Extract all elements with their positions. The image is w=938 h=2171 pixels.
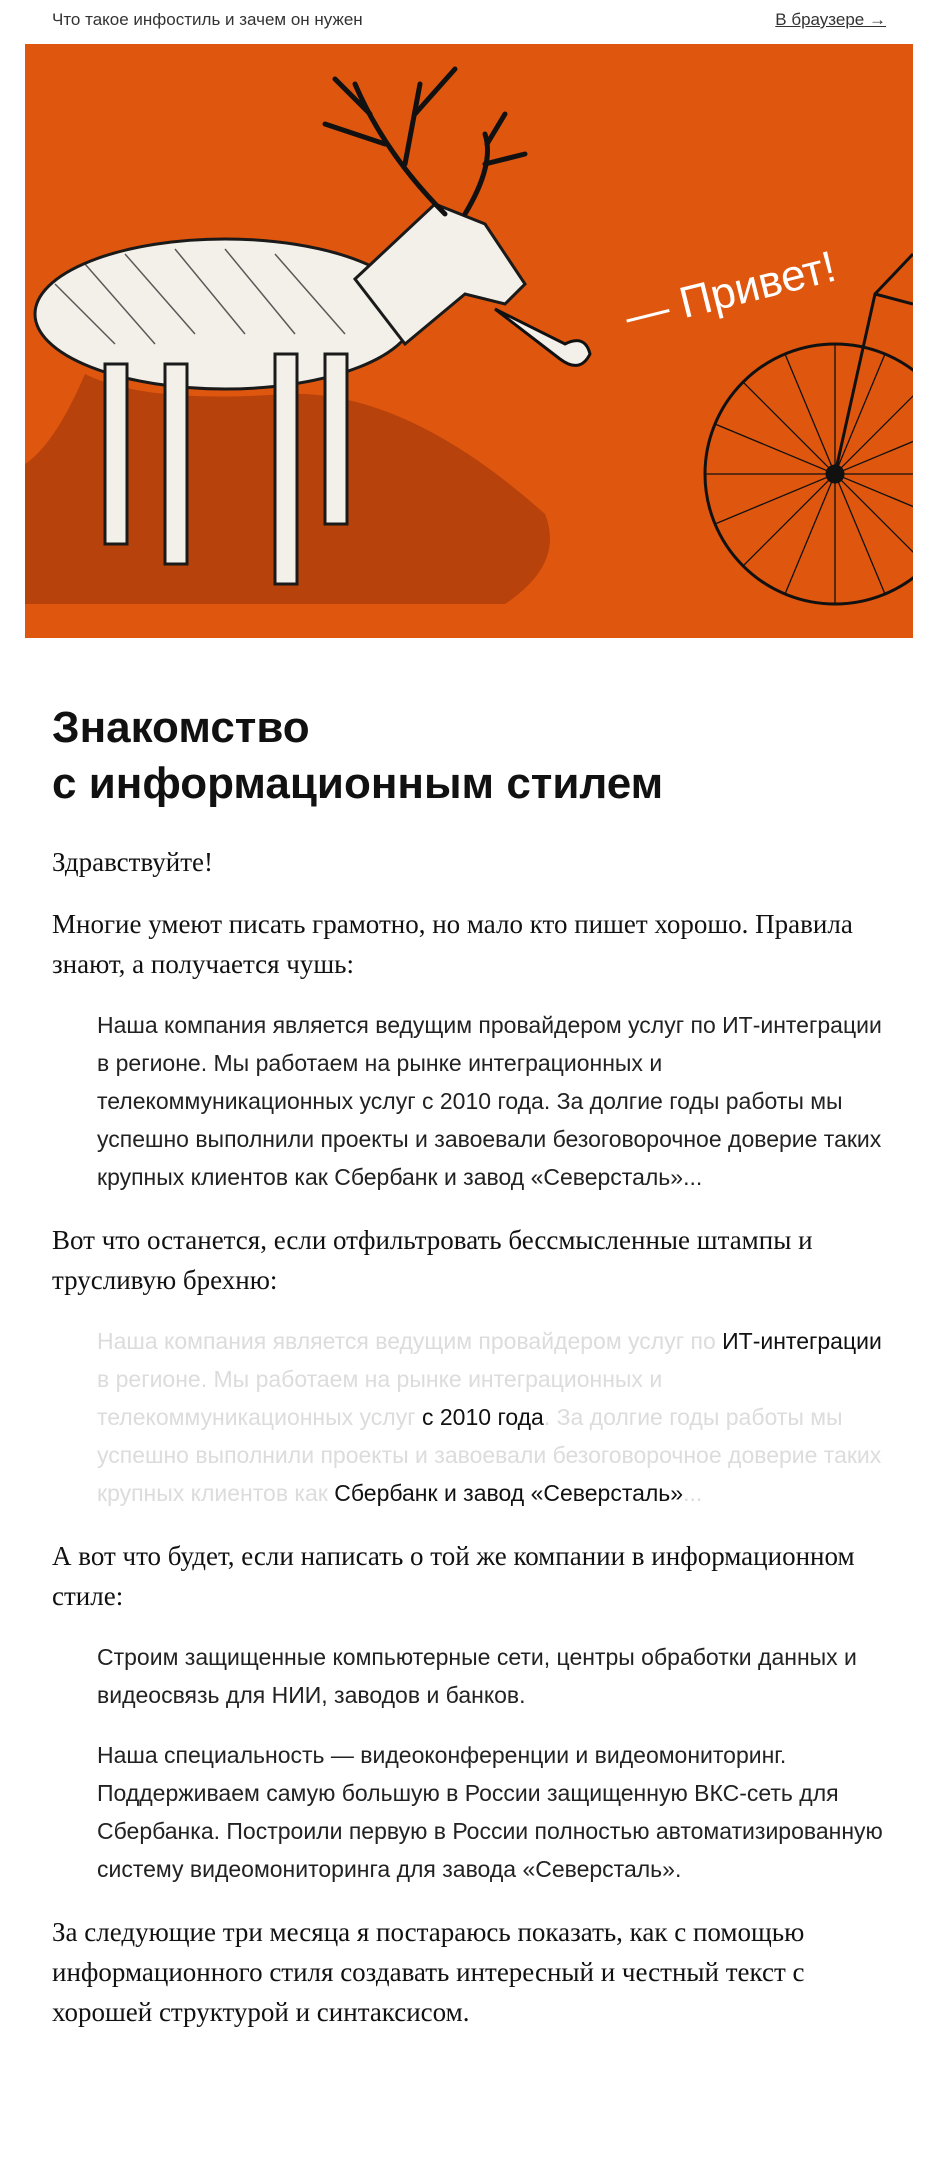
antlers — [325, 69, 525, 214]
kept-text: Сбербанк и завод «Северсталь» — [334, 1480, 684, 1506]
kept-text: с 2010 года — [422, 1404, 544, 1430]
preheader-text: Что такое инфостиль и зачем он нужен — [52, 10, 363, 29]
good-example-quote — [97, 1638, 892, 1888]
title-line-2: с информационным стилем — [52, 759, 664, 808]
reindeer-leg — [275, 354, 297, 584]
pipe-shape — [495, 309, 590, 365]
greeting-paragraph: Здравствуйте! — [52, 847, 213, 877]
view-in-browser-link[interactable]: В браузере → — [775, 10, 886, 29]
faded-text: в регионе. Мы работаем на рынке интеграционных и телекоммуникационных услуг — [97, 1366, 663, 1430]
filter-intro-paragraph: Вот что останется, если отфильтровать бессмысленные штампы и трусливую брехню: — [52, 1225, 813, 1295]
faded-text: ... — [683, 1480, 703, 1506]
hero-banner — [25, 44, 913, 638]
intro-paragraph: Многие умеют писать грамотно, но мало кто пишет хорошо. Правила знают, а получается чушь: — [52, 909, 853, 979]
reindeer-leg — [165, 364, 187, 564]
filtered-example-quote — [97, 1322, 892, 1512]
title-line-1: Знакомство — [52, 703, 310, 752]
good-example-text-1: Строим защищенные компьютерные сети, центры обработки данных и видеосвязь для НИИ, заводов и банков. — [97, 1644, 857, 1708]
reindeer-illustration — [25, 44, 913, 638]
email-header — [52, 8, 886, 36]
hero-greeting: — Привет! — [620, 241, 841, 342]
reindeer-body — [35, 239, 415, 389]
good-example-text-2: Наша специальность — видеоконференции и видеомониторинг. Поддерживаем самую большую в России защищенную ВКС-сеть для Сбербанка. Построили первую в России полностью автоматизированную систему видеомониторинга для завода «Северсталь». — [97, 1742, 883, 1882]
reindeer-leg — [325, 354, 347, 524]
article-body — [52, 700, 892, 2054]
bad-example-quote — [97, 1006, 892, 1196]
reindeer-leg — [105, 364, 127, 544]
article-title — [52, 700, 892, 812]
filtered-example-text — [97, 1322, 892, 1512]
kept-text: ИТ-интеграции — [722, 1328, 882, 1354]
faded-text: Наша компания является ведущим провайдером услуг по — [97, 1328, 723, 1354]
bad-example-text: Наша компания является ведущим провайдером услуг по ИТ-интеграции в регионе. Мы работаем на рынке интеграционных и телекоммуникационных услуг с 2010 года. За долгие годы работы мы успешно выполнили проекты и завоевали безоговорочное доверие таких крупных клиентов как Сбербанк и завод «Северсталь»... — [97, 1012, 882, 1190]
faded-text: . За долгие годы работы мы успешно выполнили проекты и завоевали безоговорочное доверие таких крупных клиентов как — [97, 1404, 882, 1506]
outro-paragraph: За следующие три месяца я постараюсь показать, как с помощью информационного стиля создавать интересный и честный текст с хорошей структурой и синтаксисом. — [52, 1917, 805, 2027]
info-style-intro-paragraph: А вот что будет, если написать о той же компании в информационном стиле: — [52, 1541, 855, 1611]
